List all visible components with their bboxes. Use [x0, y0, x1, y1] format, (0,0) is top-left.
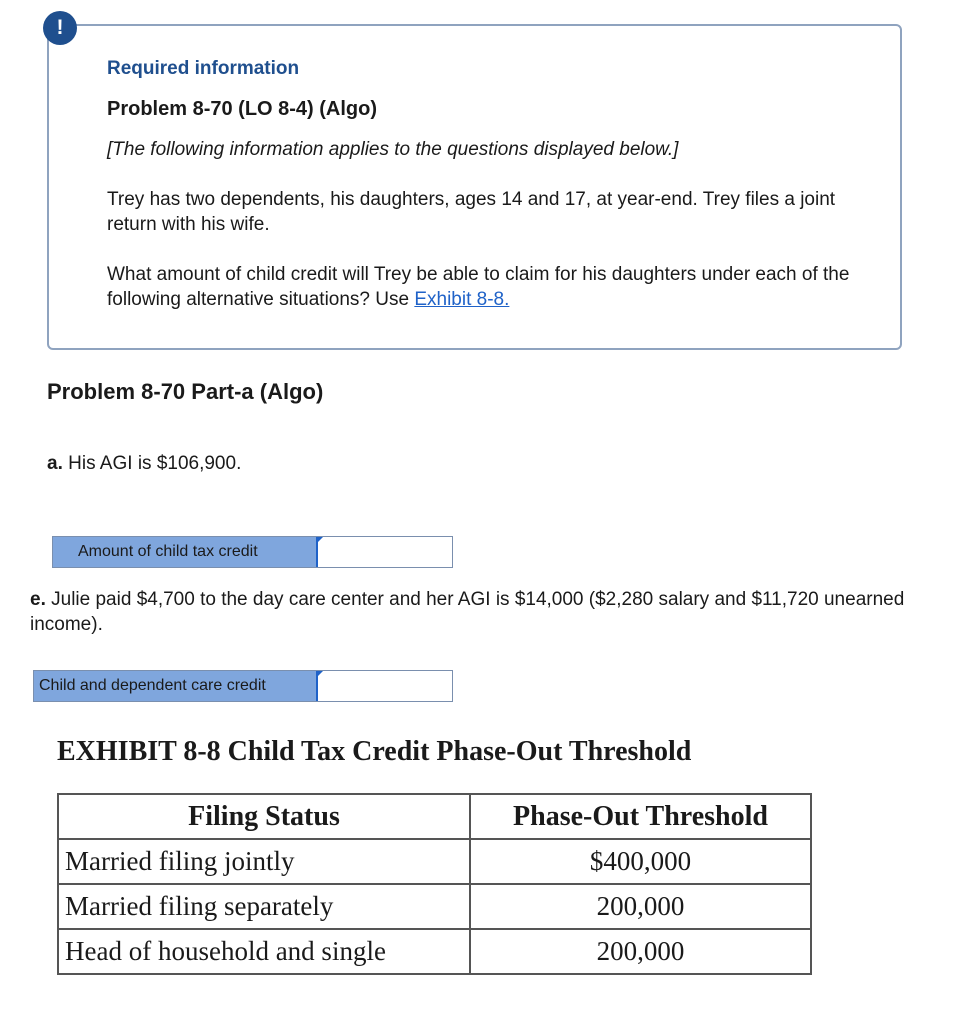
dependent-care-credit-label: Child and dependent care credit	[34, 671, 316, 701]
header-phase-out-threshold: Phase-Out Threshold	[470, 794, 811, 839]
question-a	[47, 451, 241, 476]
threshold-cell: $400,000	[470, 839, 811, 884]
header-filing-status: Filing Status	[58, 794, 470, 839]
question-e-letter: e.	[30, 589, 46, 610]
table-row	[58, 929, 811, 974]
child-tax-credit-row	[52, 536, 453, 568]
question-a-letter: a.	[47, 453, 63, 474]
part-title: Problem 8-70 Part-a (Algo)	[47, 379, 324, 404]
table-row	[58, 839, 811, 884]
exhibit-title: EXHIBIT 8-8 Child Tax Credit Phase-Out Threshold	[57, 736, 692, 767]
table-row	[58, 884, 811, 929]
child-tax-credit-input[interactable]	[316, 537, 452, 567]
problem-title: Problem 8-70 (LO 8-4) (Algo)	[107, 98, 378, 120]
filing-status-cell: Married filing jointly	[58, 839, 470, 884]
question-a-text: His AGI is $106,900.	[62, 453, 242, 474]
filing-status-cell: Head of household and single	[58, 929, 470, 974]
exhibit-table	[57, 793, 812, 975]
question-paragraph-text: What amount of child credit will Trey be able to claim for his daughters under each of the following alternative situations? Use	[107, 264, 850, 310]
exhibit-header-row	[58, 794, 811, 839]
exclamation-icon: !	[43, 11, 77, 45]
child-tax-credit-label: Amount of child tax credit	[53, 537, 316, 567]
child-tax-credit-input-wrap	[316, 537, 452, 567]
required-information-label: Required information	[107, 58, 300, 79]
question-paragraph	[107, 262, 867, 312]
threshold-cell: 200,000	[470, 929, 811, 974]
input-corner-marker	[316, 537, 323, 544]
scenario-paragraph: Trey has two dependents, his daughters, ages 14 and 17, at year-end. Trey files a joint return with his wife.	[107, 189, 836, 235]
applies-note: [The following information applies to the questions displayed below.]	[107, 139, 679, 160]
exhibit-8-8-link[interactable]: Exhibit 8-8.	[414, 289, 510, 310]
filing-status-cell: Married filing separately	[58, 884, 470, 929]
question-e-text: Julie paid $4,700 to the day care center and her AGI is $14,000 ($2,280 salary and $11,720 unearned income).	[30, 589, 905, 635]
dependent-care-credit-input-wrap	[316, 671, 452, 701]
question-e	[30, 587, 935, 637]
dependent-care-credit-input[interactable]	[316, 671, 452, 701]
threshold-cell: 200,000	[470, 884, 811, 929]
dependent-care-credit-row	[33, 670, 453, 702]
input-corner-marker	[316, 671, 323, 678]
